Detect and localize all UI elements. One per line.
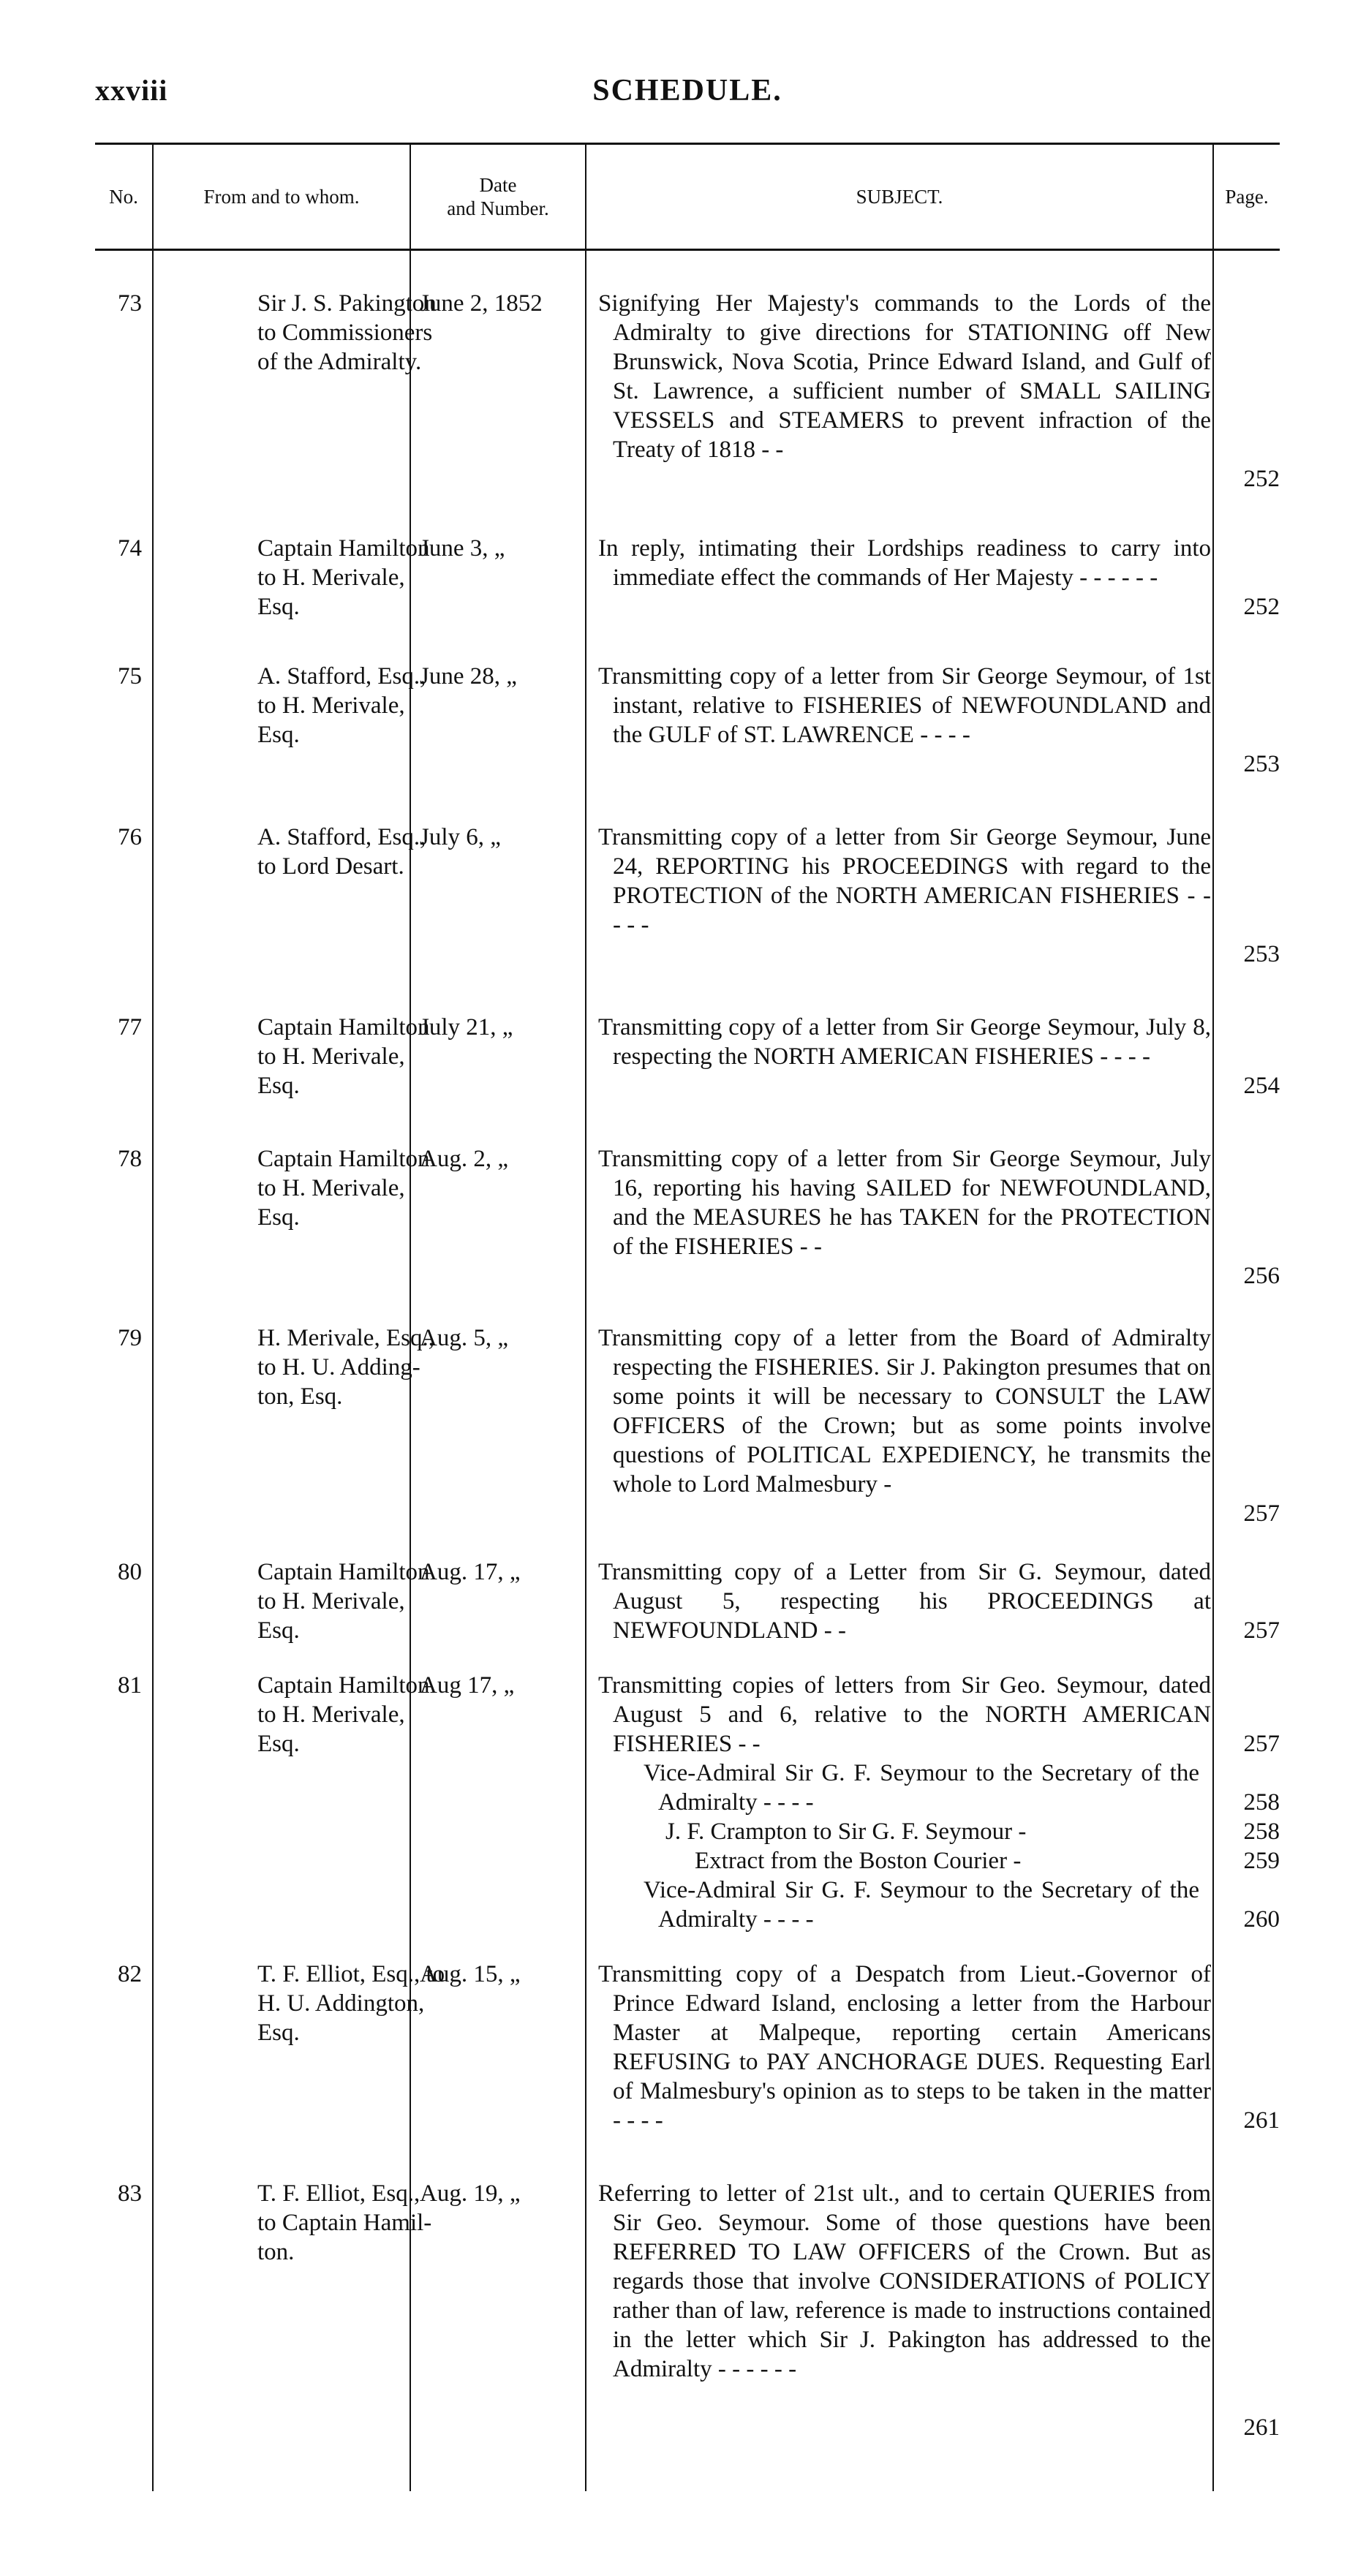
sub-item-page: 258 xyxy=(1243,1789,1280,1816)
column-header-date xyxy=(411,145,585,249)
sub-item-page: 259 xyxy=(1243,1848,1280,1874)
entry-from: Captain Hamilton to H. Merivale, Esq. xyxy=(257,1672,430,1757)
entry-from: Captain Hamilton to H. Merivale, Esq. xyxy=(257,535,430,620)
column-divider xyxy=(152,144,154,2491)
entry-date: June 2, 1852 xyxy=(420,290,543,317)
entry-number: 75 xyxy=(118,663,142,690)
table-row xyxy=(95,1557,1280,1645)
table-row xyxy=(95,1960,1280,2135)
entry-subject: Signifying Her Majesty's commands to the Lords of the Admiralty to give directions for STATIONING off New Brunswick, Nova Scotia, Prince Edward Island, and Gulf of St. Lawrence, a sufficient number of SMALL SAILING VESSELS and STEAMERS to prevent infraction of the Treaty of 1818 - - xyxy=(598,290,1211,463)
entry-number: 74 xyxy=(118,535,142,562)
sub-item-page: 260 xyxy=(1243,1906,1280,1933)
entry-number: 77 xyxy=(118,1014,142,1040)
entry-subject: Transmitting copy of a Letter from Sir G. Seymour, dated August 5, respecting his PROCEEDINGS at NEWFOUNDLAND - - xyxy=(598,1559,1211,1644)
entry-page: 261 xyxy=(1243,2107,1280,2134)
page-number: xxviii xyxy=(95,74,168,107)
entry-number: 79 xyxy=(118,1325,142,1351)
entry-number: 76 xyxy=(118,824,142,850)
entry-date: June 3, „ xyxy=(420,535,505,562)
table-row xyxy=(95,2179,1280,2442)
table-row xyxy=(95,1323,1280,1528)
entry-date: Aug. 19, „ xyxy=(420,2180,521,2207)
entry-from: T. F. Elliot, Esq., to H. U. Addington, Esq. xyxy=(257,1961,445,2046)
entry-from: H. Merivale, Esq., to H. U. Adding- ton, Esq. xyxy=(257,1325,434,1410)
entry-number: 82 xyxy=(118,1961,142,1987)
entry-date: July 6, „ xyxy=(420,824,501,850)
entry-page: 257 xyxy=(1243,1731,1280,1757)
table-row xyxy=(95,662,1280,779)
page-title: SCHEDULE. xyxy=(592,74,782,107)
table-row xyxy=(95,1013,1280,1100)
entry-subject: Transmitting copy of a letter from the Board of Admiralty respecting the FISHERIES. Sir J. Pakington presumes that on some points it will be necessary to CONSULT the LAW OFFICERS of the Crown; but as some points involve questions of POLITICAL EXPEDIENCY, he transmits the whole to Lord Malmesbury - xyxy=(598,1325,1211,1497)
entry-subject: Transmitting copy of a letter from Sir George Seymour, June 24, REPORTING his PROCEEDINGS with regard to the PROTECTION of the NORTH AMERICAN FISHERIES - - - - - xyxy=(598,824,1211,938)
column-header-from: From and to whom. xyxy=(203,186,360,208)
entry-subject: Transmitting copies of letters from Sir Geo. Seymour, dated August 5 and 6, relative to the NORTH AMERICAN FISHERIES - - xyxy=(598,1672,1211,1757)
entry-subject: Transmitting copy of a letter from Sir George Seymour, July 8, respecting the NORTH AMERICAN FISHERIES - - - - xyxy=(598,1014,1211,1070)
table-row xyxy=(95,289,1280,494)
entry-from: A. Stafford, Esq., to H. Merivale, Esq. xyxy=(257,663,426,748)
table-row xyxy=(95,823,1280,969)
column-divider xyxy=(410,144,411,2491)
sub-item-text: J. F. Crampton to Sir G. F. Seymour - xyxy=(665,1818,1027,1845)
column-divider xyxy=(1212,144,1214,2491)
page-header xyxy=(95,73,1280,124)
entry-date: Aug. 5, „ xyxy=(420,1325,508,1351)
sub-item-text: Vice-Admiral Sir G. F. Seymour to the Secretary of the Admiralty - - - - xyxy=(644,1877,1199,1933)
entry-subject: Referring to letter of 21st ult., and to certain QUERIES from Sir Geo. Seymour. Some of those questions have been REFERRED TO LAW OFFICERS of the Crown. But as regards those that involve CONSIDERATIONS of POLICY rather than of law, reference is made to instructions contained in the letter which Sir J. Pakington has addressed to the Admiralty - - - - - - xyxy=(598,2180,1211,2382)
entry-number: 78 xyxy=(118,1146,142,1172)
entry-subject: Transmitting copy of a letter from Sir George Seymour, of 1st instant, relative to FISHERIES of NEWFOUNDLAND and the GULF of ST. LAWRENCE - - - - xyxy=(598,663,1211,748)
entry-number: 81 xyxy=(118,1672,142,1699)
entry-date: Aug. 15, „ xyxy=(420,1961,521,1987)
entry-page: 252 xyxy=(1243,466,1280,492)
entry-page: 257 xyxy=(1243,1500,1280,1527)
entry-subject: Transmitting copy of a Despatch from Lieut.-Governor of Prince Edward Island, enclosing a letter from the Harbour Master at Malpeque, reporting certain Americans REFUSING to PAY ANCHORAGE DUES. Requesting Earl of Malmesbury's opinion as to steps to be taken in the matter - - - - xyxy=(598,1961,1211,2134)
entry-date: July 21, „ xyxy=(420,1014,513,1040)
entry-page: 257 xyxy=(1243,1617,1280,1644)
column-header-page: Page. xyxy=(1225,186,1269,208)
entry-date: Aug. 17, „ xyxy=(420,1559,521,1585)
sub-item-text: Extract from the Boston Courier - xyxy=(695,1848,1022,1874)
entry-number: 80 xyxy=(118,1559,142,1585)
entry-subject: In reply, intimating their Lordships readiness to carry into immediate effect the commands of Her Majesty - - - - - - xyxy=(598,535,1211,591)
column-header-no: No. xyxy=(109,186,138,208)
entry-from: T. F. Elliot, Esq., to Captain Hamil- ton. xyxy=(257,2180,432,2265)
column-header-date-label: Date and Number. xyxy=(447,174,549,219)
entry-page: 254 xyxy=(1243,1073,1280,1099)
column-divider xyxy=(585,144,586,2491)
entry-from: Captain Hamilton to H. Merivale, Esq. xyxy=(257,1559,430,1644)
entry-page: 253 xyxy=(1243,751,1280,777)
sub-item-page: 258 xyxy=(1243,1818,1280,1845)
entry-date: June 28, „ xyxy=(420,663,517,690)
entry-date: Aug. 2, „ xyxy=(420,1146,508,1172)
entry-from: Captain Hamilton to H. Merivale, Esq. xyxy=(257,1146,430,1231)
entry-from: Captain Hamilton to H. Merivale, Esq. xyxy=(257,1014,430,1099)
table-row xyxy=(95,534,1280,622)
entry-number: 73 xyxy=(118,290,142,317)
entry-date: Aug 17, „ xyxy=(420,1672,515,1699)
entry-number: 83 xyxy=(118,2180,142,2207)
entry-page: 256 xyxy=(1243,1263,1280,1289)
entry-subject: Transmitting copy of a letter from Sir George Seymour, July 16, reporting his having SAILED for NEWFOUNDLAND, and the MEASURES he has TAKEN for the PROTECTION of the FISHERIES - - xyxy=(598,1146,1211,1260)
entry-page: 253 xyxy=(1243,941,1280,967)
table-row xyxy=(95,1144,1280,1291)
entry-from: Sir J. S. Pakington to Commissioners of the Admiralty. xyxy=(257,290,437,375)
table-row xyxy=(95,1671,1280,1759)
sub-item-text: Vice-Admiral Sir G. F. Seymour to the Secretary of the Admiralty - - - - xyxy=(644,1760,1199,1816)
entry-page: 252 xyxy=(1243,594,1280,620)
entry-from: A. Stafford, Esq., to Lord Desart. xyxy=(257,824,426,880)
column-header-subject: SUBJECT. xyxy=(856,186,943,208)
table-header-rule xyxy=(95,249,1280,251)
entry-page: 261 xyxy=(1243,2414,1280,2441)
